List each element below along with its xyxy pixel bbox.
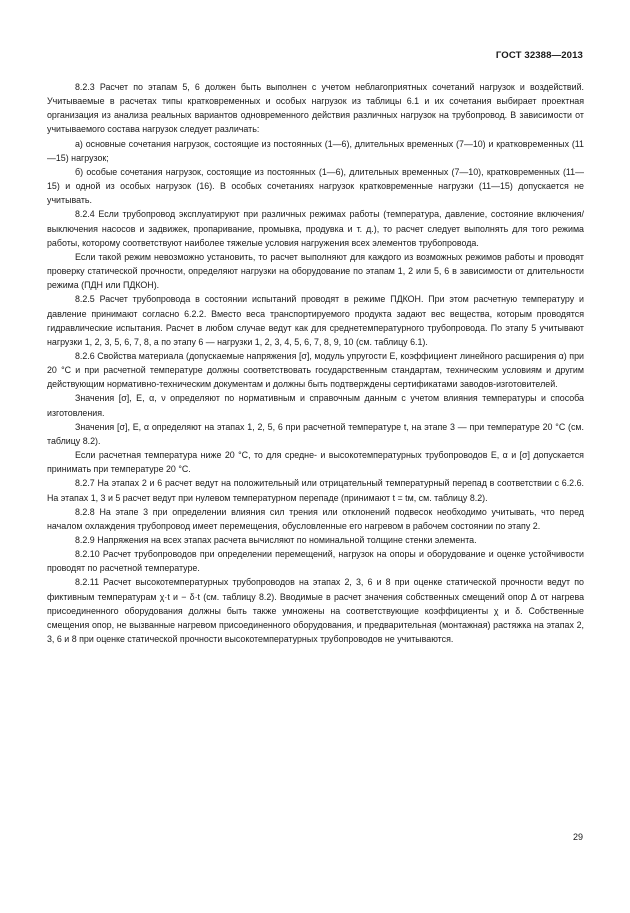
paragraph-8-2-8: 8.2.8 На этапе 3 при определении влияния сил трения или отклонений подвесок необходимо учитывать, что перед началом охлаждения трубопровод имеет перемещения, обусловленные его нагревом в рабочем состоянии по этапу 2. <box>47 506 584 531</box>
document-body <box>47 80 584 646</box>
paragraph-values-sigma-e-alpha-nu: Значения [σ], E, α, ν определяют по нормативным и справочным данным с учетом влияния температуры и способа изготовления. <box>47 393 584 418</box>
page-number: 29 <box>572 832 583 842</box>
paragraph-low-temperature: Если расчетная температура ниже 20 °C, то для средне- и высокотемпературных трубопроводов E, α и [σ] допускается принимать при температуре 20 °C. <box>47 450 584 475</box>
paragraph-8-2-5: 8.2.5 Расчет трубопровода в состоянии испытаний проводят в режиме ПДКОН. При этом расчетную температуру и давление принимают согласно 6.2.2. Вместо веса транспортируемого продукта задают вес вещества, которым проводятся гидравлические испытания. Расчет в любом случае ведут как для среднетемпературного трубопровода. По этапу 5 учитывают нагрузки 1, 2, 3, 5, 6, 7, 8, а по этапу 6 — нагрузки 1, 2, 3, 4, 5, 6, 7, 8, 9, 10 (см. таблицу 6.1). <box>47 294 584 347</box>
paragraph-8-2-10: 8.2.10 Расчет трубопроводов при определении перемещений, нагрузок на опоры и оборудование и оценке устойчивости проводят по расчетной температуре. <box>47 549 584 574</box>
paragraph-8-2-4: 8.2.4 Если трубопровод эксплуатируют при различных режимах работы (температура, давление, состояние включения/выключения насосов и задвижек, пропаривание, промывка, продувка и т. д.), то расчет следует выполнять для того режима работы, которому соответствуют наиболее тяжелые условия нагружения всех элементов трубопровода. <box>47 209 584 248</box>
paragraph-8-2-11: 8.2.11 Расчет высокотемпературных трубопроводов на этапах 2, 3, 6 и 8 при оценке статической прочности ведут по фиктивным температурам χ·t и − δ·t (см. таблицу 8.2). Вводимые в расчет значения собственных смещений опор Δ от нагрева присоединенного оборудования должны быть также умножены на соответствующие коэффициенты χ и δ. Собственные смещения опор, не вызванные нагревом присоединенного оборудования, и предварительная (монтажная) растяжка на этапах 2, 3, 6 и 8 при оценке статической прочности высокотемпературных трубопроводов не учитываются. <box>47 577 584 645</box>
paragraph-8-2-7: 8.2.7 На этапах 2 и 6 расчет ведут на положительный или отрицательный температурный перепад в соответствии с 6.2.6. На этапах 1, 3 и 5 расчет ведут при нулевом температурном перепаде (принимают t = tм, см. таблицу 8.2). <box>47 478 584 503</box>
paragraph-8-2-6: 8.2.6 Свойства материала (допускаемые напряжения [σ], модуль упругости E, коэффициент линейного расширения α) при 20 °C и при расчетной температуре должны соответствовать государственным стандартам, техническим условиям и другим действующим нормативно-техническим документам и должны быть подтверждены сертификатами заводов-изготовителей. <box>47 350 584 390</box>
paragraph-list-item-b: б) особые сочетания нагрузок, состоящие из постоянных (1—6), длительных временных (7—10), кратковременных (11—15) и одной из особых нагрузок (16). В особых сочетаниях нагрузок кратковременные нагрузки (11—15) допускается не учитывать. <box>47 166 584 206</box>
paragraph-8-2-4-continued: Если такой режим невозможно установить, то расчет выполняют для каждого из возможных режимов работы и проводят проверку статической прочности, определяют нагрузки на оборудование по этапам 1, 2 или 5, 6 в зависимости от длительности режима (ПДН или ПДКОН). <box>47 251 584 291</box>
paragraph-8-2-3: 8.2.3 Расчет по этапам 5, 6 должен быть выполнен с учетом неблагоприятных сочетаний нагрузок и воздействий. Учитываемые в расчетах типы кратковременных и особых нагрузок из таблицы 6.1 и их сочетания выбирает проектная организация из анализа реальных вариантов одновременного действия различных нагрузок на трубопровод. В зависимости от учитываемого состава нагрузок следует различать: <box>47 82 584 135</box>
paragraph-list-item-a: а) основные сочетания нагрузок, состоящие из постоянных (1—6), длительных временных (7—10) и кратковременных (11—15) нагрузок; <box>47 138 584 163</box>
paragraph-8-2-9: 8.2.9 Напряжения на всех этапах расчета вычисляют по номинальной толщине стенки элемента. <box>75 535 477 545</box>
standard-header: ГОСТ 32388—2013 <box>495 50 583 61</box>
paragraph-values-stages: Значения [σ], E, α определяют на этапах 1, 2, 5, 6 при расчетной температуре t, на этапе 3 — при температуре 20 °C (см. таблицу 8.2). <box>47 421 584 446</box>
